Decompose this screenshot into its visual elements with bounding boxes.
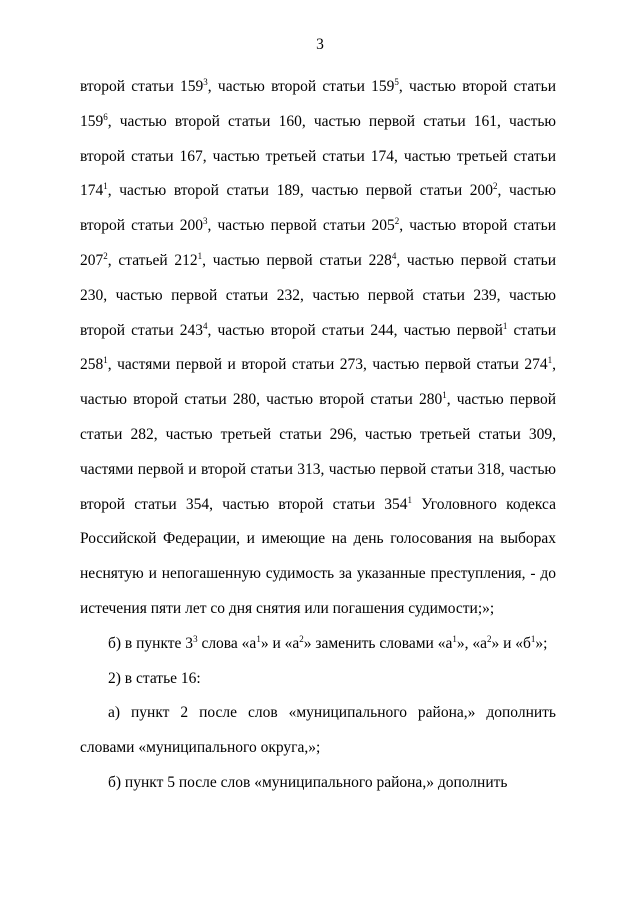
text-run: , частью второй статьи 160, частью первой статьи 161, частью второй статьи 167, частью третьей статьи 174, частью третьей статьи 174 [80, 112, 556, 200]
text-run: , частью первой статьи 205 [207, 217, 395, 235]
text-run: , частью первой статьи 230, частью первой статьи 232, частью первой статьи 239, частью второй статьи 243 [80, 251, 556, 339]
text-run: », «а [456, 634, 487, 652]
text-run: , частью первой статьи 228 [202, 251, 392, 269]
superscript-index: 2 [486, 633, 492, 644]
text-run: , частью второй статьи 159 [207, 78, 395, 95]
text-run: » и «а [260, 634, 300, 652]
superscript-index: 1 [407, 494, 412, 505]
superscript-index: 1 [103, 355, 108, 366]
text-run: второй статьи 159 [80, 78, 204, 95]
text-run: слова «а [197, 634, 257, 652]
text-run: , частью второй статьи 280, частью второй статьи 280 [80, 356, 556, 409]
text-run: , частью второй статьи 207 [80, 217, 556, 269]
superscript-index: 2 [394, 216, 400, 227]
superscript-index: 1 [103, 181, 108, 192]
page-number: 3 [316, 36, 324, 53]
text-run: » и «б [491, 634, 531, 652]
superscript-index: 3 [203, 77, 208, 87]
text-run: , статьей 212 [107, 251, 198, 269]
paragraph-item-b-point-5 [80, 766, 556, 801]
text-run: , частью второй статьи 200 [80, 182, 556, 235]
text-run: а) пункт 2 после слов «муниципального района,» дополнить словами «муниципального округа,»; [80, 704, 556, 757]
superscript-index: 4 [203, 320, 208, 331]
superscript-index: 4 [391, 250, 397, 261]
document-body [80, 70, 556, 801]
superscript-index: 1 [256, 633, 261, 644]
paragraph-criminal-code-articles [80, 70, 556, 627]
superscript-index: 3 [203, 216, 208, 227]
superscript-index: 2 [299, 633, 304, 644]
text-run: б) пункт 5 после слов «муниципального района,» дополнить [108, 773, 508, 791]
superscript-index: 1 [502, 320, 508, 331]
text-run: , частью первой статьи 282, частью третьей статьи 296, частью третьей статьи 309, частями первой и второй статьи 313, частью первой статьи 318, частью второй статьи 354, частью второй статьи 354 [80, 391, 556, 513]
superscript-index: 3 [193, 633, 198, 644]
text-run: , частями первой и второй статьи 273, частью первой статьи 274 [107, 356, 548, 374]
text-run: , частью второй статьи 159 [80, 78, 557, 130]
superscript-index: 2 [493, 181, 498, 192]
text-run: Уголовного кодекса Российской Федерации, и имеющие на день голосования на выборах неснятую и непогашенную судимость за указанные преступления, - до истечения пяти лет со дня снятия или погашения судимости;»; [80, 495, 556, 617]
text-run: »; [535, 634, 548, 652]
superscript-index: 1 [452, 633, 457, 644]
text-run: » заменить словами «а [303, 634, 453, 652]
text-run: 2) в статье 16: [108, 669, 201, 687]
superscript-index: 1 [197, 250, 203, 261]
text-run: , частью второй статьи 189, частью первой статьи 200 [107, 182, 494, 200]
superscript-index: 1 [530, 633, 536, 644]
paragraph-item-b-point-3 [80, 627, 556, 662]
text-run: , частью второй статьи 244, частью первой [207, 321, 503, 339]
superscript-index: 5 [394, 77, 399, 87]
text-run: статьи 258 [80, 321, 556, 374]
superscript-index: 1 [547, 355, 553, 366]
paragraph-article-16-heading [80, 662, 556, 697]
superscript-index: 1 [442, 390, 447, 401]
superscript-index: 2 [103, 250, 108, 261]
superscript-index: 6 [103, 111, 108, 122]
text-run: б) в пункте 3 [108, 634, 194, 652]
paragraph-item-a-point-2 [80, 696, 556, 766]
